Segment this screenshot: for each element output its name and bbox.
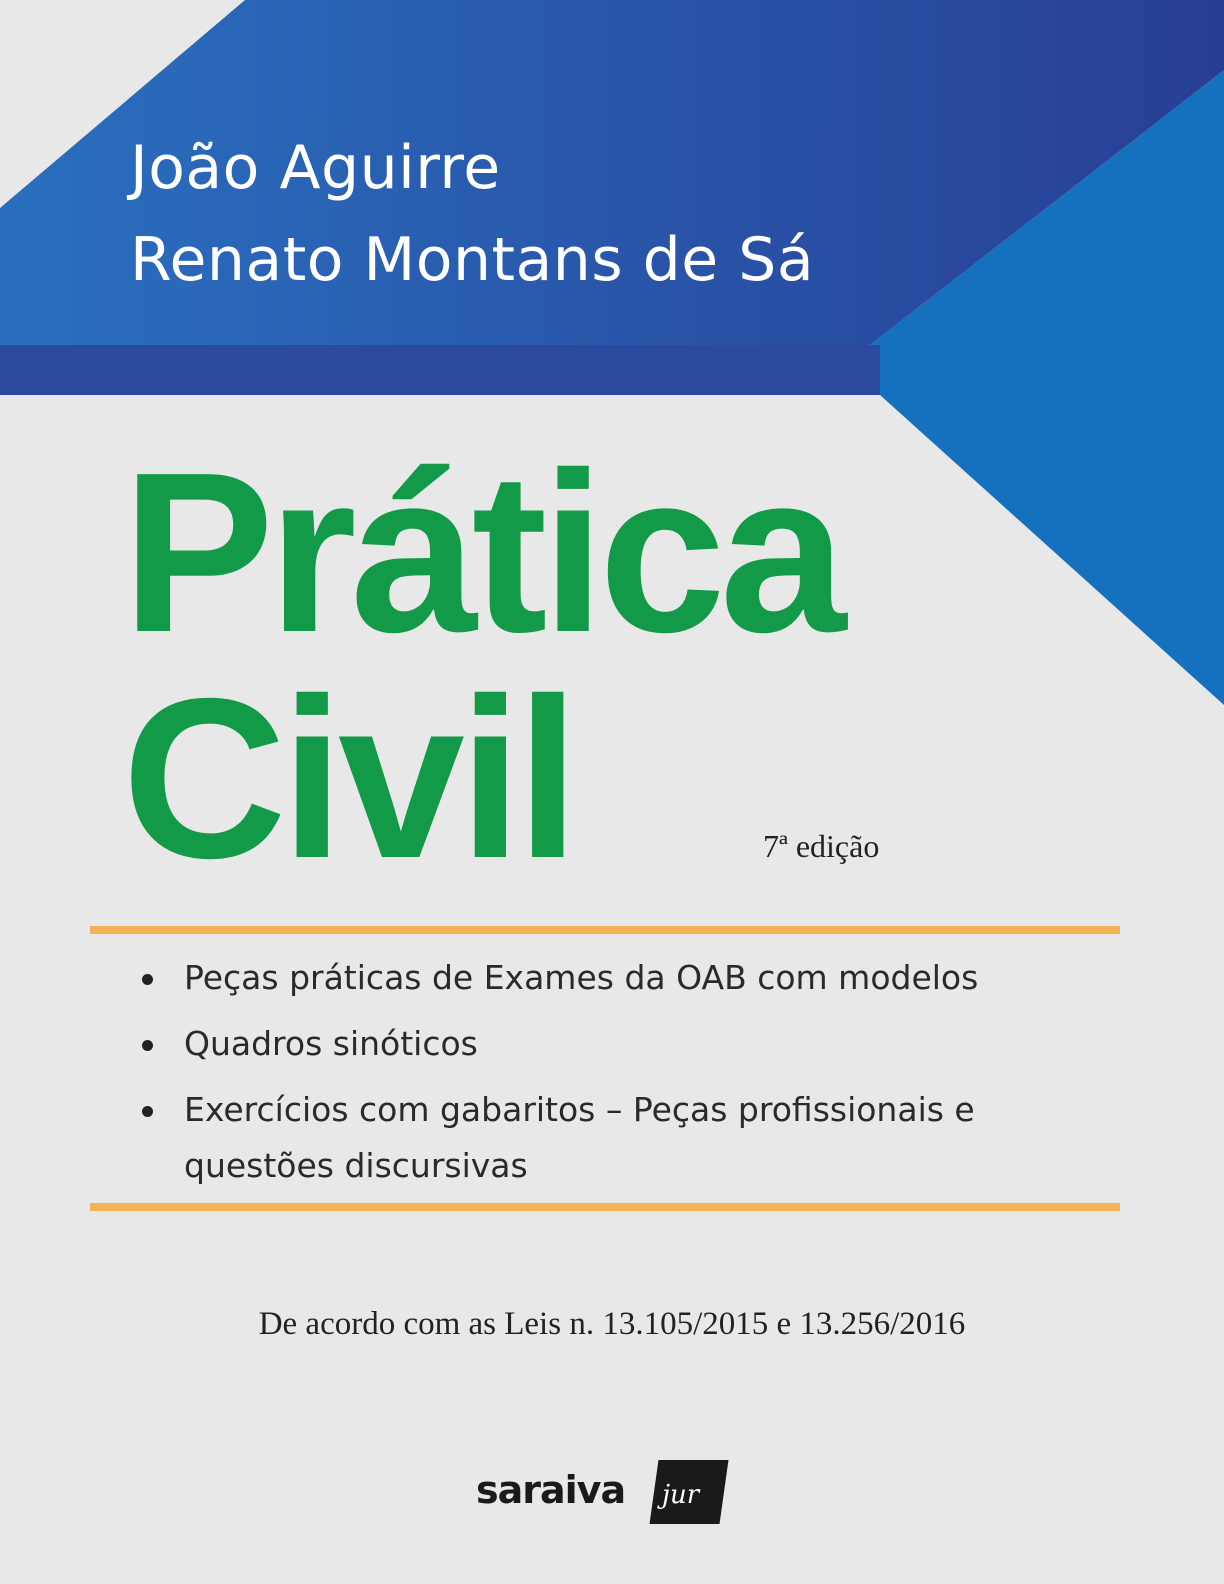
feature-item: Peças práticas de Exames da OAB com modelos (140, 950, 1100, 1006)
publisher-name: saraiva (476, 1468, 626, 1512)
header-stripe (0, 345, 880, 395)
feature-item: Quadros sinóticos (140, 1016, 1100, 1072)
author-name: João Aguirre (130, 133, 501, 203)
authors (130, 122, 814, 306)
law-note: De acordo com as Leis n. 13.105/2015 e 13.256/2016 (258, 1306, 966, 1342)
title-line: Civil (122, 652, 574, 906)
divider-bottom (90, 1203, 1120, 1211)
features-list (140, 950, 1100, 1204)
divider-top (90, 926, 1120, 934)
author-name: Renato Montans de Sá (130, 225, 815, 295)
publisher-imprint: jur (662, 1480, 700, 1510)
feature-item: Exercícios com gabaritos – Peças profissionais e questões discursivas (140, 1082, 1100, 1194)
book-title (122, 426, 841, 906)
edition-label: 7ª edição (763, 828, 880, 864)
title-line: Prática (122, 426, 841, 680)
